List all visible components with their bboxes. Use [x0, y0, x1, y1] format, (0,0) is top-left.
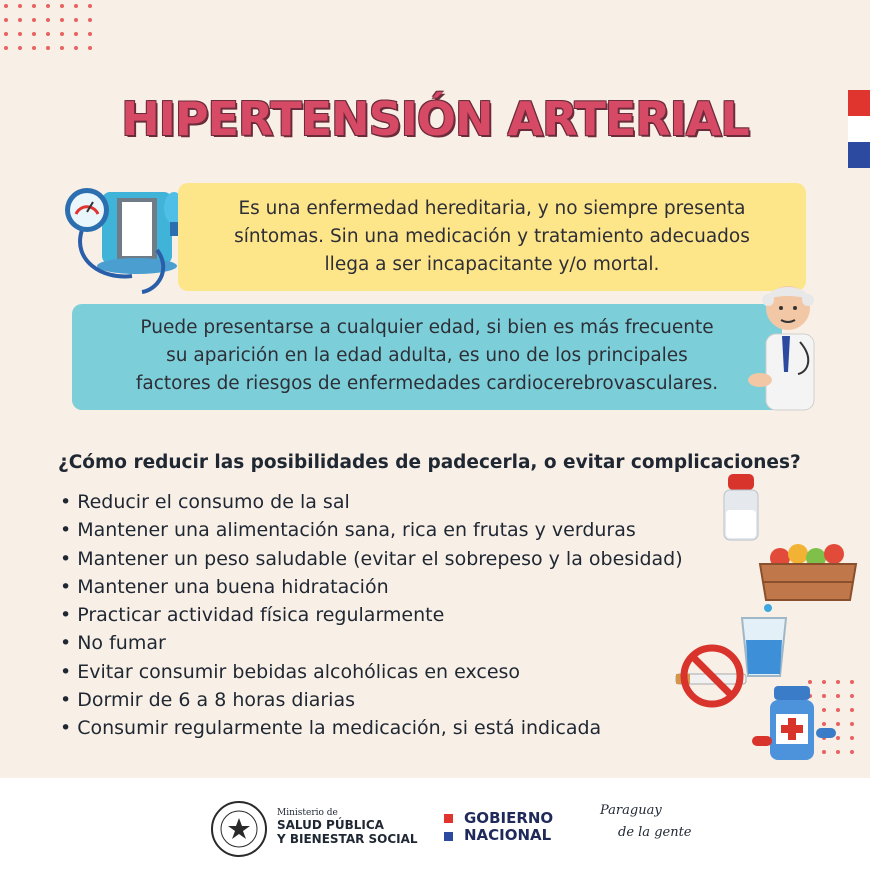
info-line: factores de riesgos de enfermedades cardiocerebrovasculares. [135, 373, 719, 394]
decorative-dot [60, 46, 64, 50]
decorative-dot [32, 32, 36, 36]
decorative-dot [18, 32, 22, 36]
decorative-dot [60, 32, 64, 36]
decorative-dot [18, 18, 22, 22]
info-line: Puede presentarse a cualquier edad, si bien es más frecuente [140, 317, 714, 338]
decorative-dot [4, 4, 8, 8]
ministry-line-2: Y BIENESTAR SOCIAL [277, 832, 418, 846]
slogan-line-2: de la gente [618, 825, 692, 840]
decorative-dot [74, 46, 78, 50]
gobierno-line-1: GOBIERNO [464, 809, 554, 827]
list-item: • Practicar actividad física regularmente [60, 601, 683, 629]
info-line: Es una enfermedad hereditaria, y no siempre presenta [238, 198, 746, 219]
list-item: • Reducir el consumo de la sal [60, 488, 683, 516]
paraguay-flag [848, 90, 870, 168]
decorative-dot [46, 4, 50, 8]
slogan-line-1: Paraguay [600, 803, 662, 818]
decorative-dot [850, 750, 854, 754]
slogan-logo [600, 800, 692, 844]
list-item: • Mantener una alimentación sana, rica en frutas y verduras [60, 516, 683, 544]
page-title: HIPERTENSIÓN ARTERIAL [121, 92, 749, 146]
list-item: • No fumar [60, 629, 683, 657]
info-line: su aparición en la edad adulta, es uno de los principales [166, 345, 688, 366]
decorative-dot [32, 46, 36, 50]
decorative-dot [60, 4, 64, 8]
decorative-dot [836, 694, 840, 698]
ministry-small-label: Ministerio de [277, 808, 338, 818]
info-box-heredity [178, 183, 806, 291]
decorative-dot [74, 18, 78, 22]
footer-bar [0, 778, 870, 870]
gobierno-line-2: NACIONAL [464, 826, 552, 844]
decorative-dot [46, 46, 50, 50]
prevention-question: ¿Cómo reducir las posibilidades de padecerla, o evitar complicaciones? [58, 452, 801, 473]
decorative-dot [88, 46, 92, 50]
decorative-dot [18, 4, 22, 8]
info-line: síntomas. Sin una medicación y tratamiento adecuados [234, 226, 750, 247]
info-box-age [72, 304, 782, 410]
decorative-dot [88, 18, 92, 22]
decorative-dot [850, 722, 854, 726]
decorative-dot [46, 18, 50, 22]
decorative-dot [850, 680, 854, 684]
decorative-dot [46, 32, 50, 36]
info-line: llega a ser incapacitante y/o mortal. [324, 254, 660, 275]
decorative-dot [850, 694, 854, 698]
list-item: • Consumir regularmente la medicación, si está indicada [60, 714, 683, 742]
doctor-illustration [748, 272, 828, 412]
dot-pattern-top-left [4, 4, 99, 59]
decorative-dot [850, 708, 854, 712]
decorative-dot [88, 32, 92, 36]
decorative-dot [18, 46, 22, 50]
decorative-dot [32, 4, 36, 8]
blood-pressure-monitor-icon [62, 180, 192, 298]
list-item: • Evitar consumir bebidas alcohólicas en exceso [60, 658, 683, 686]
decorative-dot [60, 18, 64, 22]
decorative-dot [32, 18, 36, 22]
decorative-dot [74, 4, 78, 8]
tips-list [60, 488, 683, 743]
salt-shaker-icon [716, 470, 778, 544]
list-item: • Dormir de 6 a 8 horas diarias [60, 686, 683, 714]
decorative-dot [850, 736, 854, 740]
decorative-dot [88, 4, 92, 8]
decorative-dot [836, 680, 840, 684]
list-item: • Mantener una buena hidratación [60, 573, 683, 601]
list-item: • Mantener un peso saludable (evitar el sobrepeso y la obesidad) [60, 545, 683, 573]
no-smoking-icon [672, 644, 752, 708]
decorative-dot [836, 722, 840, 726]
ministry-line-1: SALUD PÚBLICA [277, 818, 384, 832]
medicine-bottle-icon [752, 684, 836, 764]
decorative-dot [74, 32, 78, 36]
fruit-crate-icon [756, 540, 860, 602]
decorative-dot [836, 708, 840, 712]
national-seal-logo [210, 800, 268, 858]
decorative-dot [836, 750, 840, 754]
decorative-dot [4, 32, 8, 36]
ministry-logo-text [277, 808, 418, 846]
decorative-dot [836, 736, 840, 740]
decorative-dot [4, 18, 8, 22]
decorative-dot [4, 46, 8, 50]
